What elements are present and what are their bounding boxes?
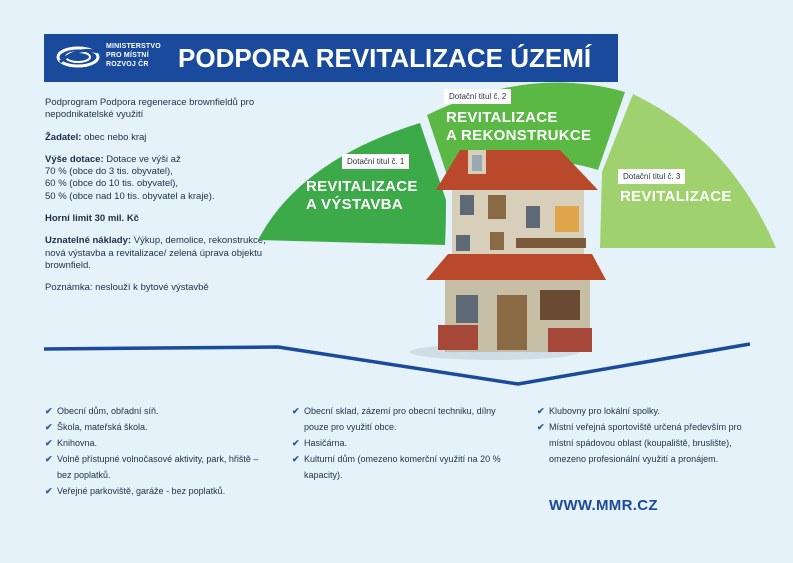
amount-line: 60 % (obce do 10 tis. obyvatel), [45,178,179,190]
checkmark-icon: ✔ [45,406,53,416]
website-link[interactable]: WWW.MMR.CZ [549,497,658,514]
list-item: ✔ Volně přístupné volnočasové aktivity, park, hřiště – bez poplatků. [45,451,275,483]
amount-line: 50 % (obce nad 10 tis. obyvatel a kraje). [45,190,215,202]
title-3-line: REVITALIZACE [620,188,732,205]
ministry-line: MINISTERSTVO [106,43,161,50]
checkmark-icon: ✔ [45,422,53,432]
list-item: ✔ Kulturní dům (omezeno komerční využití na 20 % kapacity). [292,451,517,483]
amount-label: Výše dotace: [45,153,104,165]
title-1-line: A VÝSTAVBA [306,196,403,213]
column-2 [292,403,517,483]
list-item: ✔ Obecní sklad, zázemí pro obecní techniku, dílny pouze pro využití obce. [292,403,517,435]
column-1 [45,403,275,499]
title-3-tag: Dotační titul č. 3 [618,169,685,184]
costs-value: Výkup, demolice, rekonstrukce, nová výstavba a revitalizace/ zelená úprava objektu brownfield. [45,235,266,271]
checkmark-icon: ✔ [292,454,300,464]
list-item: ✔ Klubovny pro lokální spolky. [537,403,762,419]
list-item: ✔ Knihovna. [45,435,275,451]
checkmark-icon: ✔ [292,406,300,416]
title-2-tag: Dotační titul č. 2 [444,89,511,104]
list-item: ✔ Obecní dům, obřadní síň. [45,403,275,419]
list-item: ✔ Hasičárna. [292,435,517,451]
costs-label: Uznatelné náklady: [45,235,132,247]
list-item: ✔ Veřejné parkoviště, garáže - bez poplatků. [45,483,275,499]
checkmark-icon: ✔ [45,486,53,496]
program-description: Podprogram Podpora regenerace brownfieldů pro nepodnikatelské využití [45,97,255,121]
checkmark-icon: ✔ [292,438,300,448]
title-1-tag: Dotační titul č. 1 [342,154,409,169]
title-2-line: REVITALIZACE [446,109,558,126]
title-1-line: REVITALIZACE [306,178,418,195]
list-item: ✔ Místní veřejná sportoviště určená především pro místní spádovou oblast (koupaliště, bruslište), omezeno profesionální využití a pronájem. [537,419,762,467]
amount-value: Dotace ve výši až [103,153,181,165]
column-3 [537,403,762,467]
limit-text: Horní limit 30 mil. Kč [45,213,139,225]
checkmark-icon: ✔ [45,454,53,464]
list-item: ✔ Škola, mateřská škola. [45,419,275,435]
checkmark-icon: ✔ [537,406,545,416]
applicant-label: Žadatel: [45,131,82,143]
checkmark-icon: ✔ [45,438,53,448]
amount-line: 70 % (obce do 3 tis. obyvatel), [45,166,173,178]
checkmark-icon: ✔ [537,422,545,432]
title-2-line: A REKONSTRUKCE [446,127,592,144]
note-text: Poznámka: neslouží k bytové výstavbě [45,282,209,294]
applicant-value: obec nebo kraj [81,131,147,143]
ministry-line: ROZVOJ ČR [106,61,149,68]
page-title: PODPORA REVITALIZACE ÚZEMÍ [178,42,592,73]
ministry-line: PRO MÍSTNÍ [106,52,149,59]
